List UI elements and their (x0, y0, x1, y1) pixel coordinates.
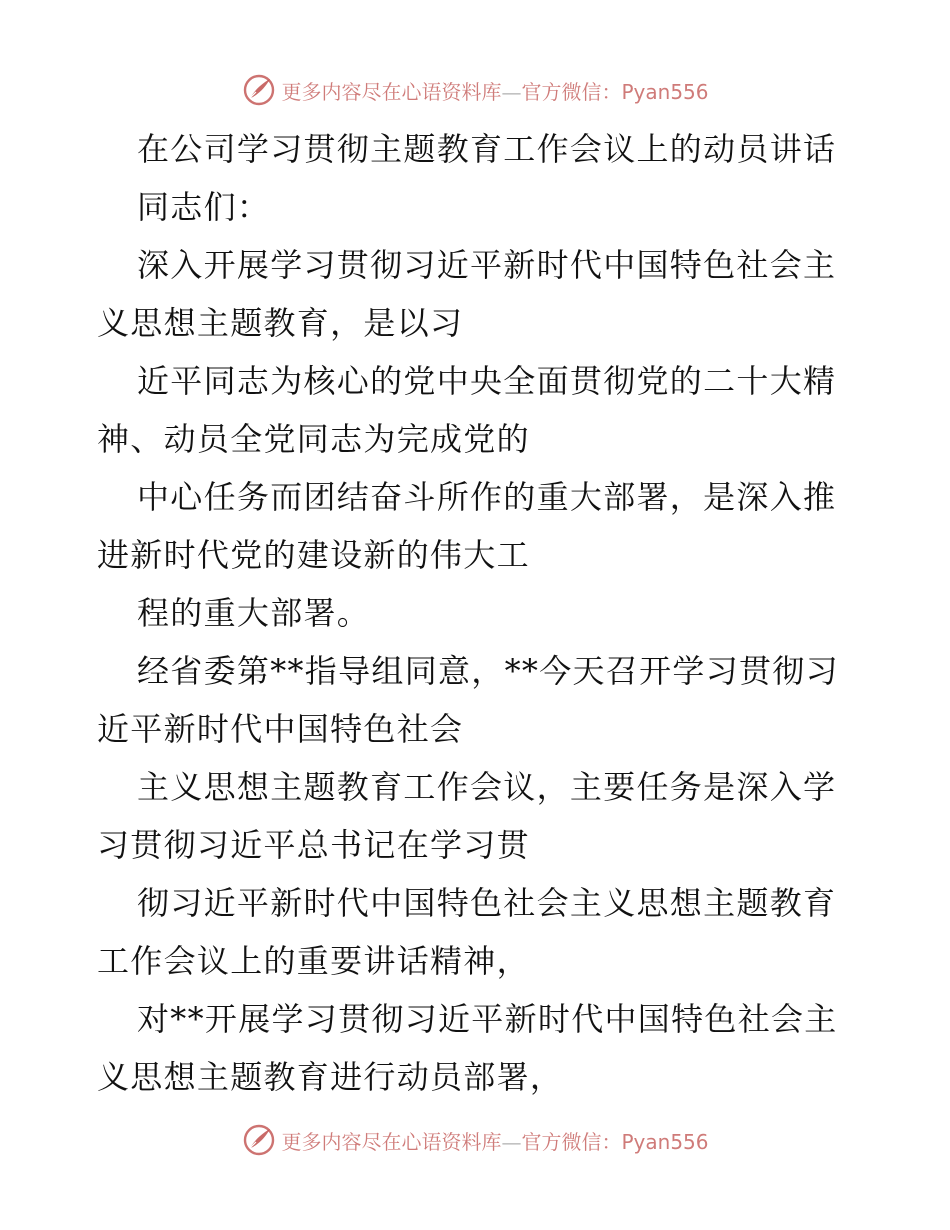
quill-logo-icon (241, 1122, 277, 1158)
watermark-id-text: Pyan556 (621, 1129, 709, 1154)
header-watermark (0, 70, 950, 110)
paragraph-line: 深入开展学习贯彻习近平新时代中国特色社会主 (137, 246, 837, 284)
paragraph-line: 近平新时代中国特色社会 (97, 710, 464, 748)
quill-logo-icon (241, 72, 277, 108)
document-title: 在公司学习贯彻主题教育工作会议上的动员讲话 (137, 130, 837, 168)
paragraph-line: 近平同志为核心的党中央全面贯彻党的二十大精 (137, 362, 837, 400)
paragraph-line: 义思想主题教育进行动员部署， (97, 1058, 564, 1096)
watermark-dash: — (501, 1129, 522, 1154)
watermark-sub-text: 官方微信： (521, 1129, 622, 1154)
document-body (97, 120, 857, 1106)
paragraph-line: 习贯彻习近平总书记在学习贯 (97, 826, 530, 864)
watermark-main-text: 更多内容尽在心语资料库 (281, 1129, 502, 1154)
footer-watermark (0, 1120, 950, 1160)
paragraph-line: 经省委第**指导组同意，**今天召开学习贯彻习 (137, 652, 839, 690)
paragraph-line: 中心任务而团结奋斗所作的重大部署，是深入推 (137, 478, 837, 516)
watermark-sub-text: 官方微信： (521, 79, 622, 104)
paragraph-line: 进新时代党的建设新的伟大工 (97, 536, 530, 574)
paragraph-line: 程的重大部署。 (137, 594, 371, 632)
salutation: 同志们： (137, 188, 271, 226)
paragraph-line: 神、动员全党同志为完成党的 (97, 420, 530, 458)
watermark-id-text: Pyan556 (621, 79, 709, 104)
paragraph-line: 义思想主题教育，是以习 (97, 304, 464, 342)
paragraph-line: 工作会议上的重要讲话精神， (97, 942, 530, 980)
paragraph-line: 主义思想主题教育工作会议，主要任务是深入学 (137, 768, 837, 806)
watermark-dash: — (501, 79, 522, 104)
watermark-main-text: 更多内容尽在心语资料库 (281, 79, 502, 104)
paragraph-line: 对**开展学习贯彻习近平新时代中国特色社会主 (137, 1000, 838, 1038)
paragraph-line: 彻习近平新时代中国特色社会主义思想主题教育 (137, 884, 837, 922)
